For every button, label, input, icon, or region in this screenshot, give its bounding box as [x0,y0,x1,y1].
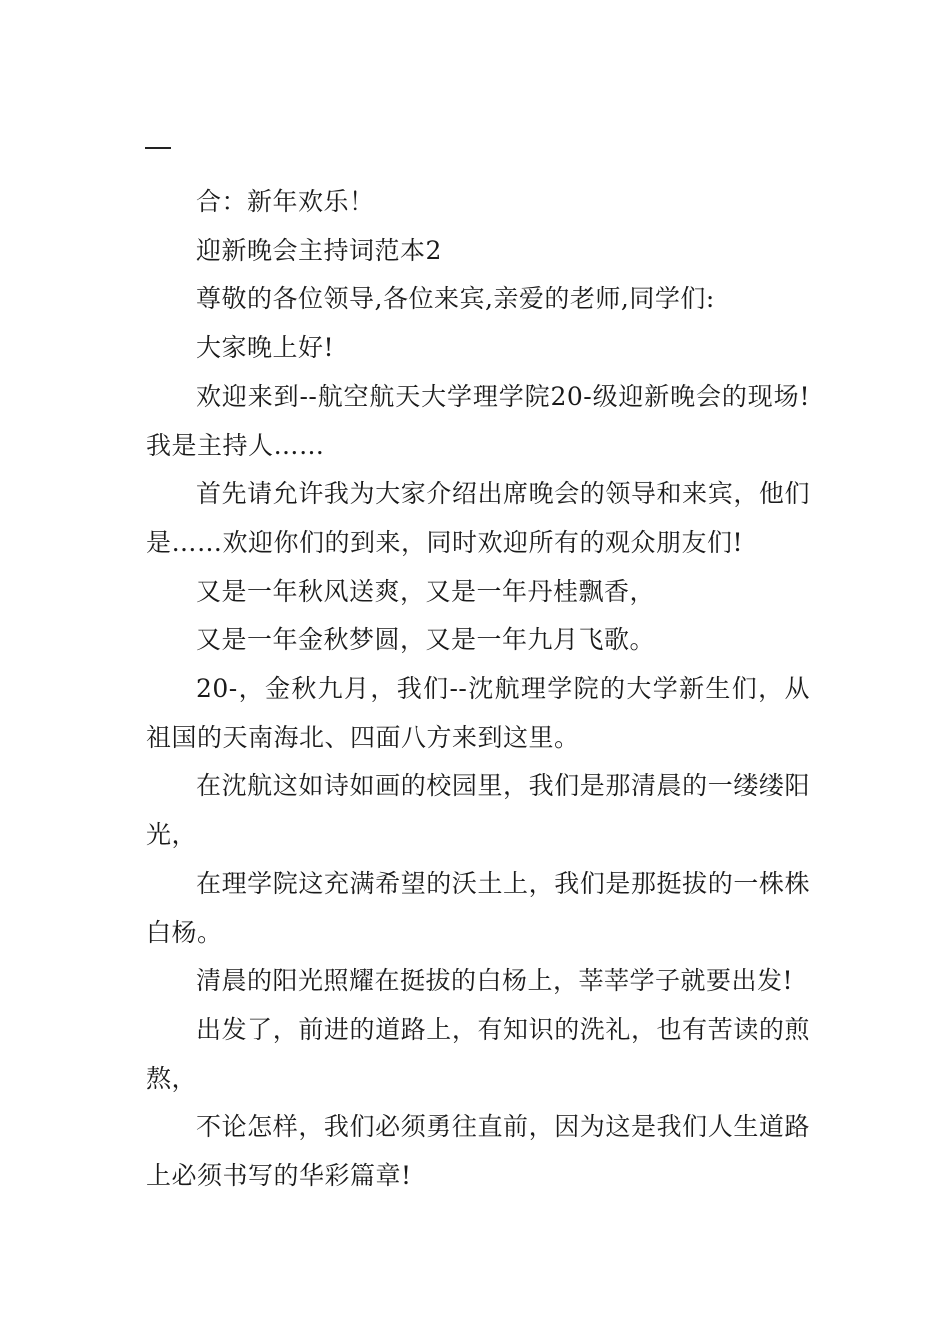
paragraph-autumn-2: 又是一年金秋梦圆，又是一年九月飞歌。 [196,625,656,655]
paragraph-road: 出发了，前进的道路上，有知识的洗礼，也有苦读的煎熬， [146,1014,810,1093]
paragraph-campus: 在沈航这如诗如画的校园里，我们是那清晨的一缕缕阳光， [146,771,810,850]
paragraph-salutation: 尊敬的各位领导,各位来宾,亲爱的老师,同学们: [196,284,715,314]
top-dash-mark [145,147,171,149]
paragraph-forward: 不论怎样，我们必须勇往直前，因为这是我们人生道路上必须书写的华彩篇章! [146,1112,810,1191]
paragraph-depart: 清晨的阳光照耀在挺拔的白杨上，莘莘学子就要出发! [196,966,794,996]
paragraph-section-title: 迎新晚会主持词范本2 [196,235,442,265]
paragraph-introduction: 首先请允许我为大家介绍出席晚会的领导和来宾，他们是……欢迎你们的到来，同时欢迎所有的观众朋友们! [146,479,810,557]
paragraph-greeting: 大家晚上好! [196,333,335,363]
paragraph-welcome: 欢迎来到--航空航天大学理学院20-级迎新晚会的现场!我是主持人…… [146,381,810,460]
paragraph-new-students: 20-，金秋九月，我们--沈航理学院的大学新生们，从祖国的天南海北、四面八方来到这里。 [146,674,810,752]
paragraph-autumn-1: 又是一年秋风送爽，又是一年丹桂飘香， [196,576,656,606]
paragraph-closing-line: 合：新年欢乐！ [196,187,375,216]
paragraph-college: 在理学院这充满希望的沃土上，我们是那挺拔的一株株白杨。 [146,868,810,947]
document-body [146,178,810,1201]
